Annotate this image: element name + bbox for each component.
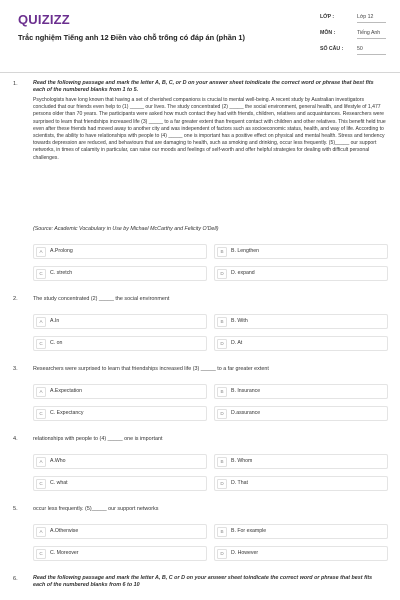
question-6-instruction: Read the following passage and mark the letter A, B, C or D on your answer sheet toindicate the correct word or phrase that best fits each of the numbered blanks from 6 to 10: [33, 575, 373, 589]
option-text: D. At: [231, 340, 243, 346]
q1-option-d[interactable]: [214, 266, 388, 281]
option-letter-badge: A: [36, 387, 46, 397]
meta-grade: [320, 12, 386, 28]
option-text: D. That: [231, 480, 248, 486]
meta-subject-label: MÔN :: [320, 30, 336, 36]
option-letter-badge: C: [36, 339, 46, 349]
question-2-number: 2.: [13, 296, 18, 302]
q4-option-d[interactable]: [214, 476, 388, 491]
option-letter-badge: C: [36, 549, 46, 559]
option-letter-badge: A: [36, 247, 46, 257]
option-text: C. on: [50, 340, 63, 346]
option-text: C. Expectancy: [50, 410, 84, 416]
passage-source: (Source: Academic Vocabulary in Use by Michael McCarthy and Felicity O'Dell): [33, 226, 219, 232]
q5-option-d[interactable]: [214, 546, 388, 561]
q3-option-a[interactable]: [33, 384, 207, 399]
meta-grade-label: LỚP :: [320, 14, 335, 20]
q3-option-c[interactable]: [33, 406, 207, 421]
option-letter-badge: C: [36, 409, 46, 419]
q2-option-b[interactable]: [214, 314, 388, 329]
question-5-number: 5.: [13, 506, 18, 512]
option-text: B. Whom: [231, 458, 253, 464]
option-text: B. With: [231, 318, 248, 324]
option-text: D. However: [231, 550, 259, 556]
option-letter-badge: B: [217, 317, 227, 327]
option-letter-badge: B: [217, 387, 227, 397]
option-letter-badge: B: [217, 527, 227, 537]
option-text: B. Lengthen: [231, 248, 259, 254]
q4-option-c[interactable]: [33, 476, 207, 491]
q4-option-b[interactable]: [214, 454, 388, 469]
option-text: C. Moreover: [50, 550, 79, 556]
q2-option-d[interactable]: [214, 336, 388, 351]
meta-subject: [320, 28, 386, 44]
question-2-stem: The study concentrated (2) _____ the social environment: [33, 296, 170, 302]
q2-option-a[interactable]: [33, 314, 207, 329]
q3-option-b[interactable]: [214, 384, 388, 399]
question-4-stem: relationships with people to (4) _____ one is important: [33, 436, 163, 442]
q4-option-a[interactable]: [33, 454, 207, 469]
meta-count-value: 50: [357, 46, 386, 55]
option-letter-badge: D: [217, 409, 227, 419]
q1-option-c[interactable]: [33, 266, 207, 281]
option-letter-badge: D: [217, 479, 227, 489]
question-1-number: 1.: [13, 81, 18, 87]
question-4-number: 4.: [13, 436, 18, 442]
q2-option-c[interactable]: [33, 336, 207, 351]
question-3-number: 3.: [13, 366, 18, 372]
option-letter-badge: D: [217, 549, 227, 559]
quizizz-logo[interactable]: QUIZIZZ: [18, 12, 70, 27]
option-letter-badge: A: [36, 317, 46, 327]
page-header: [0, 0, 400, 62]
question-3-stem: Researchers were surprised to learn that friendships increased life (3) _____ to a far greater extent: [33, 366, 269, 372]
page-title: Trắc nghiệm Tiếng anh 12 Điền vào chỗ trống có đáp án (phần 1): [18, 33, 245, 42]
meta-count: [320, 44, 386, 60]
question-1-instruction: Read the following passage and mark the letter A, B, C, or D on your answer sheet toindicate the correct word or phrase that best fits each of the numbered blanks from 1 to 5.: [33, 80, 374, 94]
question-1-passage: Psychologists have long known that having a set of cherished companions is crucial to mental well-being. A recent study by Australian investigators concluded that our friends even help to (1) _____ our lives. The study concentrated (2) _____ the social environment, general health, and lifestyle of 1,477 persons older than 70 years. The participants were asked how much contact they had with friends, children, relatives and acquaintances. Researchers were surprised to learn that friendships increased life (3) _____ to a far greater extent than frequent contact with children and other relatives. This benefit held true even after these friends had moved away to another city and was independent of factors such as socioeconomic status, health, and way of life. According to scientists, the ability to have relationships with people to (4) _____ one is important has a positive effect on physical and mental health. Stress and tendency towards depression are reduced, and behaviours that are damaging to health, such as smoking and drinking, occur less frequently. (5)_____ our support networks, in times of calamity in particular, can raise our moods and feelings of self-worth and offer helpful strategies for dealing with difficult personal challenges.: [33, 97, 386, 161]
option-text: A.Expectation: [50, 388, 83, 394]
option-text: C. stretch: [50, 270, 73, 276]
header-divider: [0, 72, 400, 73]
option-text: A.Who: [50, 458, 66, 464]
meta-info: [320, 12, 386, 60]
meta-count-label: SỐ CÂU :: [320, 46, 344, 52]
option-text: D.assurance: [231, 410, 261, 416]
meta-subject-value: Tiếng Anh: [357, 30, 386, 39]
option-text: D. expand: [231, 270, 255, 276]
q1-option-a[interactable]: [33, 244, 207, 259]
q5-option-b[interactable]: [214, 524, 388, 539]
q1-option-b[interactable]: [214, 244, 388, 259]
option-letter-badge: C: [36, 479, 46, 489]
option-text: C. what: [50, 480, 68, 486]
option-letter-badge: A: [36, 457, 46, 467]
meta-grade-value: Lớp 12: [357, 14, 386, 23]
option-letter-badge: D: [217, 269, 227, 279]
option-letter-badge: B: [217, 457, 227, 467]
option-letter-badge: A: [36, 527, 46, 537]
question-6-number: 6.: [13, 576, 18, 582]
option-letter-badge: C: [36, 269, 46, 279]
option-text: A.Otherwise: [50, 528, 79, 534]
question-5-stem: occur less frequently. (5)_____ our support networks: [33, 506, 159, 512]
option-text: B. Insurance: [231, 388, 261, 394]
option-text: A.In: [50, 318, 60, 324]
option-text: B. For example: [231, 528, 267, 534]
option-letter-badge: D: [217, 339, 227, 349]
q5-option-c[interactable]: [33, 546, 207, 561]
q5-option-a[interactable]: [33, 524, 207, 539]
option-text: A.Prolong: [50, 248, 73, 254]
q3-option-d[interactable]: [214, 406, 388, 421]
option-letter-badge: B: [217, 247, 227, 257]
